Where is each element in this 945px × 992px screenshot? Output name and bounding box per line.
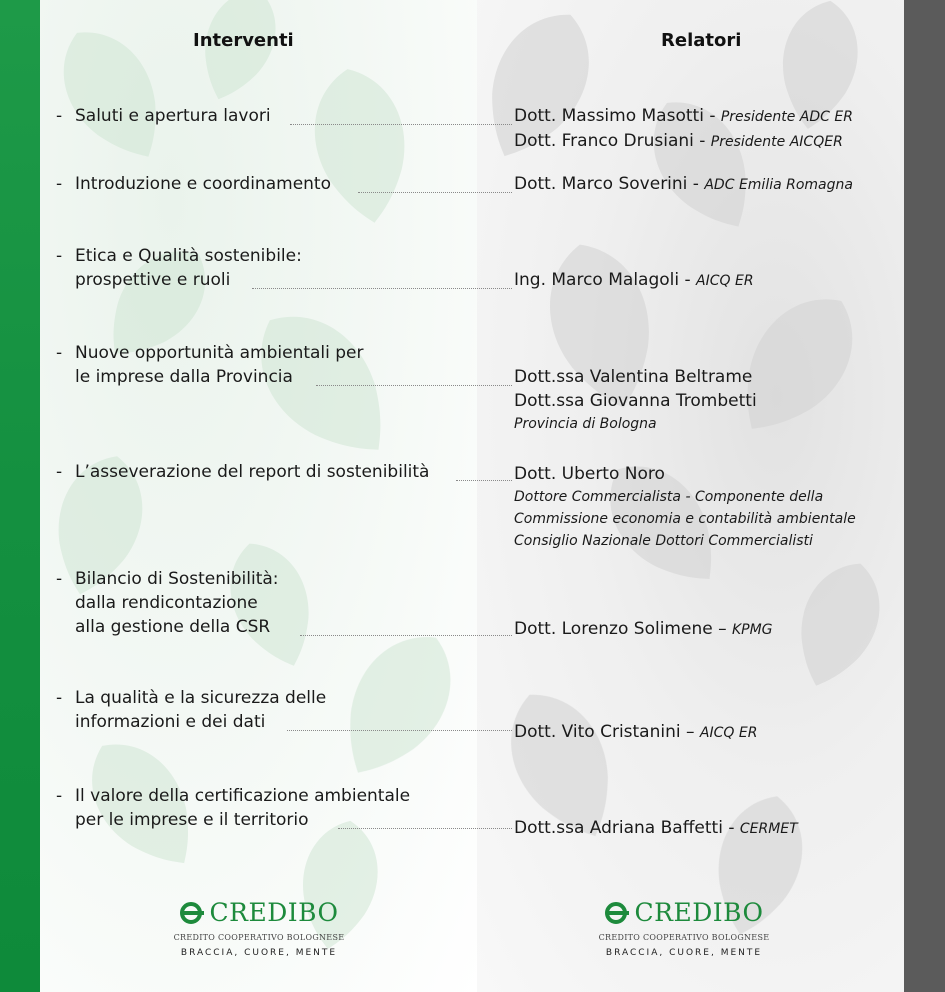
credibo-brand xyxy=(574,898,794,927)
speaker-name: Dott.ssa Giovanna Trombetti xyxy=(514,391,757,411)
agenda-item-line: prospettive e ruoli xyxy=(75,270,231,290)
speaker-name: Dott. Lorenzo Solimene – xyxy=(514,619,732,639)
agenda-item xyxy=(56,686,326,734)
credibo-tagline-motto: BRACCIA, CUORE, MENTE xyxy=(180,948,338,958)
speaker-name: Dott.ssa Valentina Beltrame xyxy=(514,367,753,387)
speaker-name: Dott.ssa Adriana Baffetti - xyxy=(514,818,740,838)
credibo-logo-left xyxy=(149,898,369,958)
heading-relatori: Relatori xyxy=(661,30,742,51)
dotted-leader xyxy=(358,192,512,193)
list-dash: - xyxy=(56,688,63,708)
credibo-mark-icon xyxy=(180,902,206,924)
credibo-logo-right xyxy=(574,898,794,958)
agenda-item xyxy=(56,784,410,832)
speaker-block xyxy=(514,365,757,435)
agenda-item-line: L’asseverazione del report di sostenibilità xyxy=(75,462,430,482)
right-gray-band xyxy=(904,0,945,992)
speaker-name: Ing. Marco Malagoli - xyxy=(514,270,697,290)
speaker-affiliation: Dottore Commercialista - Componente della xyxy=(514,489,824,505)
agenda-item xyxy=(56,567,279,639)
speaker-affiliation: Consiglio Nazionale Dottori Commercialisti xyxy=(514,533,813,549)
agenda-item-line: Introduzione e coordinamento xyxy=(75,174,331,194)
list-dash: - xyxy=(56,462,63,482)
heading-interventi: Interventi xyxy=(193,30,294,51)
speaker-block xyxy=(514,720,757,745)
speaker-affiliation: Commissione economia e contabilità ambientale xyxy=(514,511,856,527)
agenda-item xyxy=(56,172,331,196)
agenda-item-line: Bilancio di Sostenibilità: xyxy=(75,569,279,589)
agenda-item xyxy=(56,244,302,292)
speaker-block xyxy=(514,816,798,841)
speaker-role: AICQ ER xyxy=(699,725,758,741)
speaker-block xyxy=(514,462,856,552)
speaker-name: Dott. Uberto Noro xyxy=(514,464,665,484)
credibo-tagline-name: CREDITO COOPERATIVO BOLOGNESE xyxy=(173,933,345,942)
list-dash: - xyxy=(56,106,63,126)
agenda-item-line: informazioni e dei dati xyxy=(75,712,266,732)
speaker-role: Presidente AICQER xyxy=(710,134,843,150)
dotted-leader xyxy=(300,635,512,636)
speaker-name: Dott. Franco Drusiani - xyxy=(514,131,711,151)
agenda-item xyxy=(56,341,364,389)
dotted-leader xyxy=(290,124,512,125)
list-dash: - xyxy=(56,786,63,806)
agenda-item-line: Saluti e apertura lavori xyxy=(75,106,271,126)
dotted-leader xyxy=(456,480,512,481)
agenda-item-line: Etica e Qualità sostenibile: xyxy=(75,246,302,266)
credibo-brand xyxy=(149,898,369,927)
speaker-name: Dott. Marco Soverini - xyxy=(514,174,705,194)
speaker-block xyxy=(514,268,754,293)
list-dash: - xyxy=(56,246,63,266)
agenda-item-line: dalla rendicontazione xyxy=(75,593,258,613)
agenda-item-line: Il valore della certificazione ambientale xyxy=(75,786,411,806)
agenda-item xyxy=(56,104,271,128)
credibo-brand-text: CREDIBO xyxy=(634,898,764,927)
dotted-leader xyxy=(287,730,512,731)
speaker-role: Presidente ADC ER xyxy=(720,109,853,125)
speaker-block xyxy=(514,617,773,642)
credibo-mark-icon xyxy=(605,902,631,924)
agenda-item xyxy=(56,460,429,484)
dotted-leader xyxy=(316,385,512,386)
left-green-band xyxy=(0,0,40,992)
credibo-tagline-name: CREDITO COOPERATIVO BOLOGNESE xyxy=(598,933,770,942)
dotted-leader xyxy=(252,288,512,289)
list-dash: - xyxy=(56,343,63,363)
speaker-block xyxy=(514,172,853,197)
agenda-item-line: alla gestione della CSR xyxy=(75,617,271,637)
speaker-role: KPMG xyxy=(731,622,773,638)
credibo-brand-text: CREDIBO xyxy=(209,898,339,927)
dotted-leader xyxy=(338,828,512,829)
agenda-item-line: La qualità e la sicurezza delle xyxy=(75,688,327,708)
speaker-role: AICQ ER xyxy=(696,273,754,289)
speaker-role: CERMET xyxy=(739,821,798,837)
speaker-role: ADC Emilia Romagna xyxy=(704,177,853,193)
credibo-tagline-motto: BRACCIA, CUORE, MENTE xyxy=(605,948,763,958)
agenda-item-line: Nuove opportunità ambientali per xyxy=(75,343,364,363)
speaker-affiliation: Provincia di Bologna xyxy=(514,416,657,432)
list-dash: - xyxy=(56,174,63,194)
agenda-item-line: per le imprese e il territorio xyxy=(75,810,309,830)
speaker-block xyxy=(514,104,853,154)
speaker-name: Dott. Massimo Masotti - xyxy=(514,106,721,126)
list-dash: - xyxy=(56,569,63,589)
speaker-name: Dott. Vito Cristanini – xyxy=(514,722,700,742)
agenda-item-line: le imprese dalla Provincia xyxy=(75,367,293,387)
